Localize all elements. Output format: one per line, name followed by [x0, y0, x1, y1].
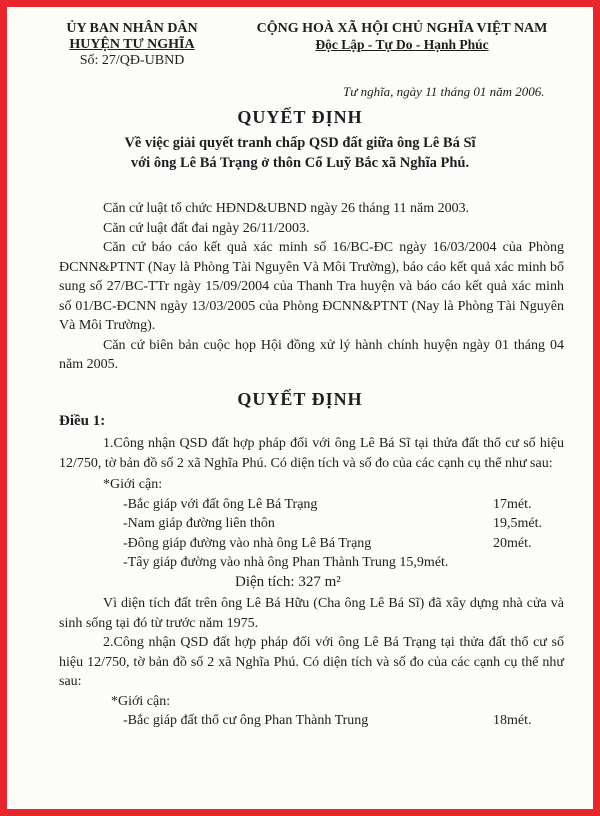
- boundary-row: [123, 514, 564, 534]
- country-name: CỘNG HOÀ XÃ HỘI CHỦ NGHĨA VIỆT NAM: [256, 21, 548, 36]
- boundary-row: [123, 553, 564, 573]
- boundary-value: 17mét.: [493, 496, 532, 512]
- boundary-value: 19,5mét.: [493, 516, 542, 531]
- basis-2: Căn cứ luật đất đai ngày 26/11/2003.: [103, 220, 310, 236]
- document-page: [7, 7, 593, 809]
- boundary-value: 18mét.: [493, 713, 532, 728]
- boundary-text: -Bắc giáp với đất ông Lê Bá Trạng: [123, 496, 318, 512]
- issuer-line1: ỦY BAN NHÂN DÂN: [66, 21, 198, 36]
- article-1-item-2: 2.Công nhận QSD đất hợp pháp đối với ông Lê Bá Trạng tại thửa đất thổ cư số hiệu 12/750, tờ bản đồ số 2 xã Nghĩa Phú. Có diện tích và số đo của các cạnh cụ thể như sau:: [59, 635, 564, 689]
- article-1-item-1: 1.Công nhận QSD đất hợp pháp đối với ông Lê Bá Sĩ tại thửa đất thổ cư số hiệu 12/750, tờ bản đồ số 2 xã Nghĩa Phú. Có diện tích và số đo của các cạnh cụ thể như sau:: [59, 436, 564, 471]
- basis-4: Căn cứ biên bản cuộc họp Hội đồng xử lý hành chính huyện ngày 01 tháng 04 năm 2005.: [59, 337, 564, 372]
- motto: Độc Lập - Tự Do - Hạnh Phúc: [315, 37, 489, 52]
- basis-1: Căn cứ luật tổ chức HĐND&UBND ngày 26 tháng 11 năm 2003.: [103, 201, 470, 216]
- article-1-body: [59, 434, 564, 731]
- document-title: QUYẾT ĐỊNH: [237, 107, 363, 127]
- boundary-row: [123, 495, 564, 515]
- issuer-block: [47, 21, 217, 69]
- boundary-value: 20mét.: [493, 535, 532, 551]
- boundary-text: -Đông giáp đường vào nhà ông Lê Bá Trạng: [123, 535, 372, 551]
- boundaries2-list: [59, 711, 564, 731]
- article-1-label: Điều 1:: [59, 413, 106, 429]
- boundaries-label: *Giới cận:: [103, 477, 163, 492]
- boundaries-list: [59, 495, 564, 573]
- issue-date: Tư nghĩa, ngày 11 tháng 01 năm 2006.: [343, 84, 545, 99]
- national-motto-block: [227, 21, 577, 53]
- boundary-text: -Nam giáp đường liên thôn: [123, 516, 275, 531]
- document-number: Số: 27/QĐ-UBND: [79, 53, 185, 68]
- issuer-line2: HUYỆN TƯ NGHĨA: [69, 37, 195, 52]
- area-text: Diện tích: 327 m²: [235, 573, 341, 590]
- decision-heading: QUYẾT ĐỊNH: [237, 389, 363, 409]
- boundaries2-label: *Giới cận:: [111, 693, 171, 709]
- boundary-text: -Tây giáp đường vào nhà ông Phan Thành Trung 15,9mét.: [123, 555, 449, 570]
- boundary-row: [123, 534, 564, 554]
- legal-bases: [59, 199, 564, 375]
- subtitle-line1: Về việc giải quyết tranh chấp QSD đất giữa ông Lê Bá Sĩ: [124, 135, 476, 151]
- boundary-row: [123, 711, 564, 731]
- basis-3: Căn cứ báo cáo kết quả xác minh số 16/BC-ĐC ngày 16/03/2004 của Phòng ĐCNN&PTNT (Nay là Phòng Tài Nguyên Và Môi Trường), báo cáo kết quả xác minh bổ sung số 27/BC-TTr ngày 15/09/2004 của Thanh Tra huyện và báo cáo kết quả xác minh số 01/BC-ĐCNN ngày 13/03/2005 của Phòng ĐCNN&PTNT (Nay là Phòng Tài Nguyên Và Môi Trường).: [59, 240, 564, 333]
- boundary-text: -Bắc giáp đất thổ cư ông Phan Thành Trung: [123, 713, 369, 728]
- subtitle-line2: với ông Lê Bá Trạng ở thôn Cổ Luỹ Bắc xã Nghĩa Phú.: [130, 155, 470, 171]
- area-note: Vì diện tích đất trên ông Lê Bá Hữu (Cha ông Lê Bá Sĩ) đã xây dựng nhà cửa và sinh sống tại đó từ trước năm 1975.: [59, 596, 564, 631]
